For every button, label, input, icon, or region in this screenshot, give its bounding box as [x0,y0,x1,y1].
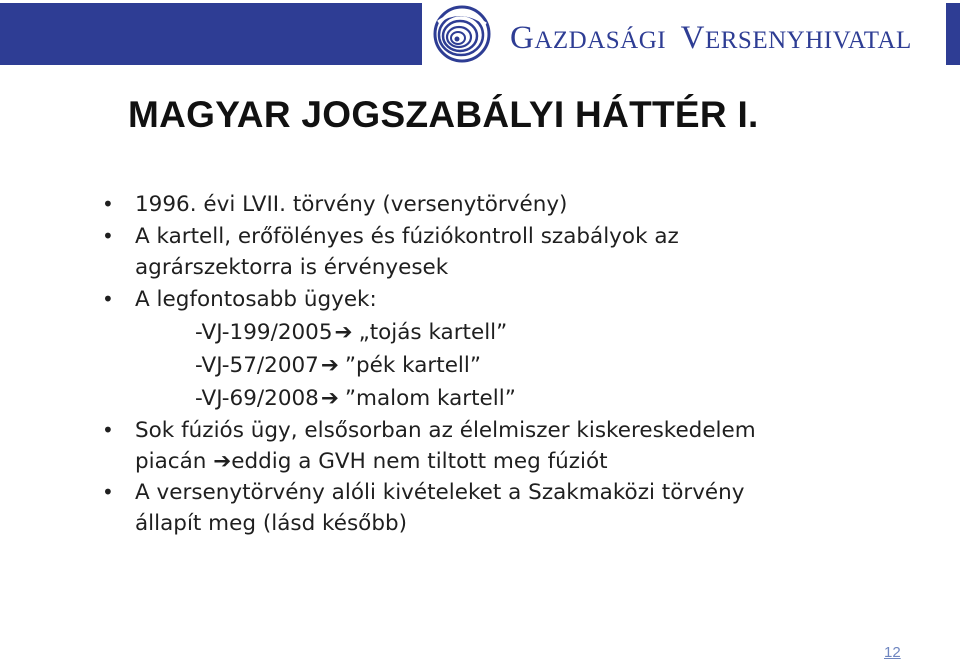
case-label: ”pék kartell” [344,353,482,378]
brand-name [510,22,912,55]
bullet-rules [100,221,900,283]
case-label: „tojás kartell” [358,320,508,345]
arrow-right-icon: ➔ [334,320,353,345]
case-id: -VJ-69/2008 [195,386,319,411]
bullet-exceptions-line1: • A versenytörvény alóli kivételeket a Szakmaközi törvény [135,480,745,505]
bullet-cases-heading: • A legfontosabb ügyek: [100,283,900,316]
case-item [100,382,900,415]
bullet-fusion [100,415,900,477]
case-label: ”malom kartell” [344,386,516,411]
bullet-exceptions [100,477,900,539]
arrow-right-icon: ➔ [213,449,232,474]
case-item [100,316,900,349]
header-bar-right [946,3,960,65]
bullet-law: • 1996. évi LVII. törvény (versenytörvény) [100,188,900,221]
case-id: -VJ-57/2007 [195,353,319,378]
arrow-right-icon: ➔ [320,353,339,378]
swirl-circle-icon [430,2,494,66]
bullet-exceptions-line2: állapít meg (lásd később) [135,511,408,536]
arrow-right-icon: ➔ [320,386,339,411]
brand-word-2: VERSENYHIVATAL [680,20,912,56]
case-item [100,349,900,382]
case-id: -VJ-199/2005 [195,320,333,345]
page-number: 12 [884,644,901,661]
header-bar-left [0,3,422,65]
brand-word-1: GAZDASÁGI [510,20,667,56]
slide-title: MAGYAR JOGSZABÁLYI HÁTTÉR I. [128,94,759,135]
bullet-fusion-line1: • Sok fúziós ügy, elsősorban az élelmiszer kiskereskedelem [135,418,756,443]
bullet-fusion-line2: piacán ➔eddig a GVH nem tiltott meg fúziót [135,446,900,477]
bullet-rules-text: A kartell, erőfölényes és fúziókontroll szabályok az agrárszektorra is érvényesek [135,224,679,280]
slide-content [100,188,900,539]
